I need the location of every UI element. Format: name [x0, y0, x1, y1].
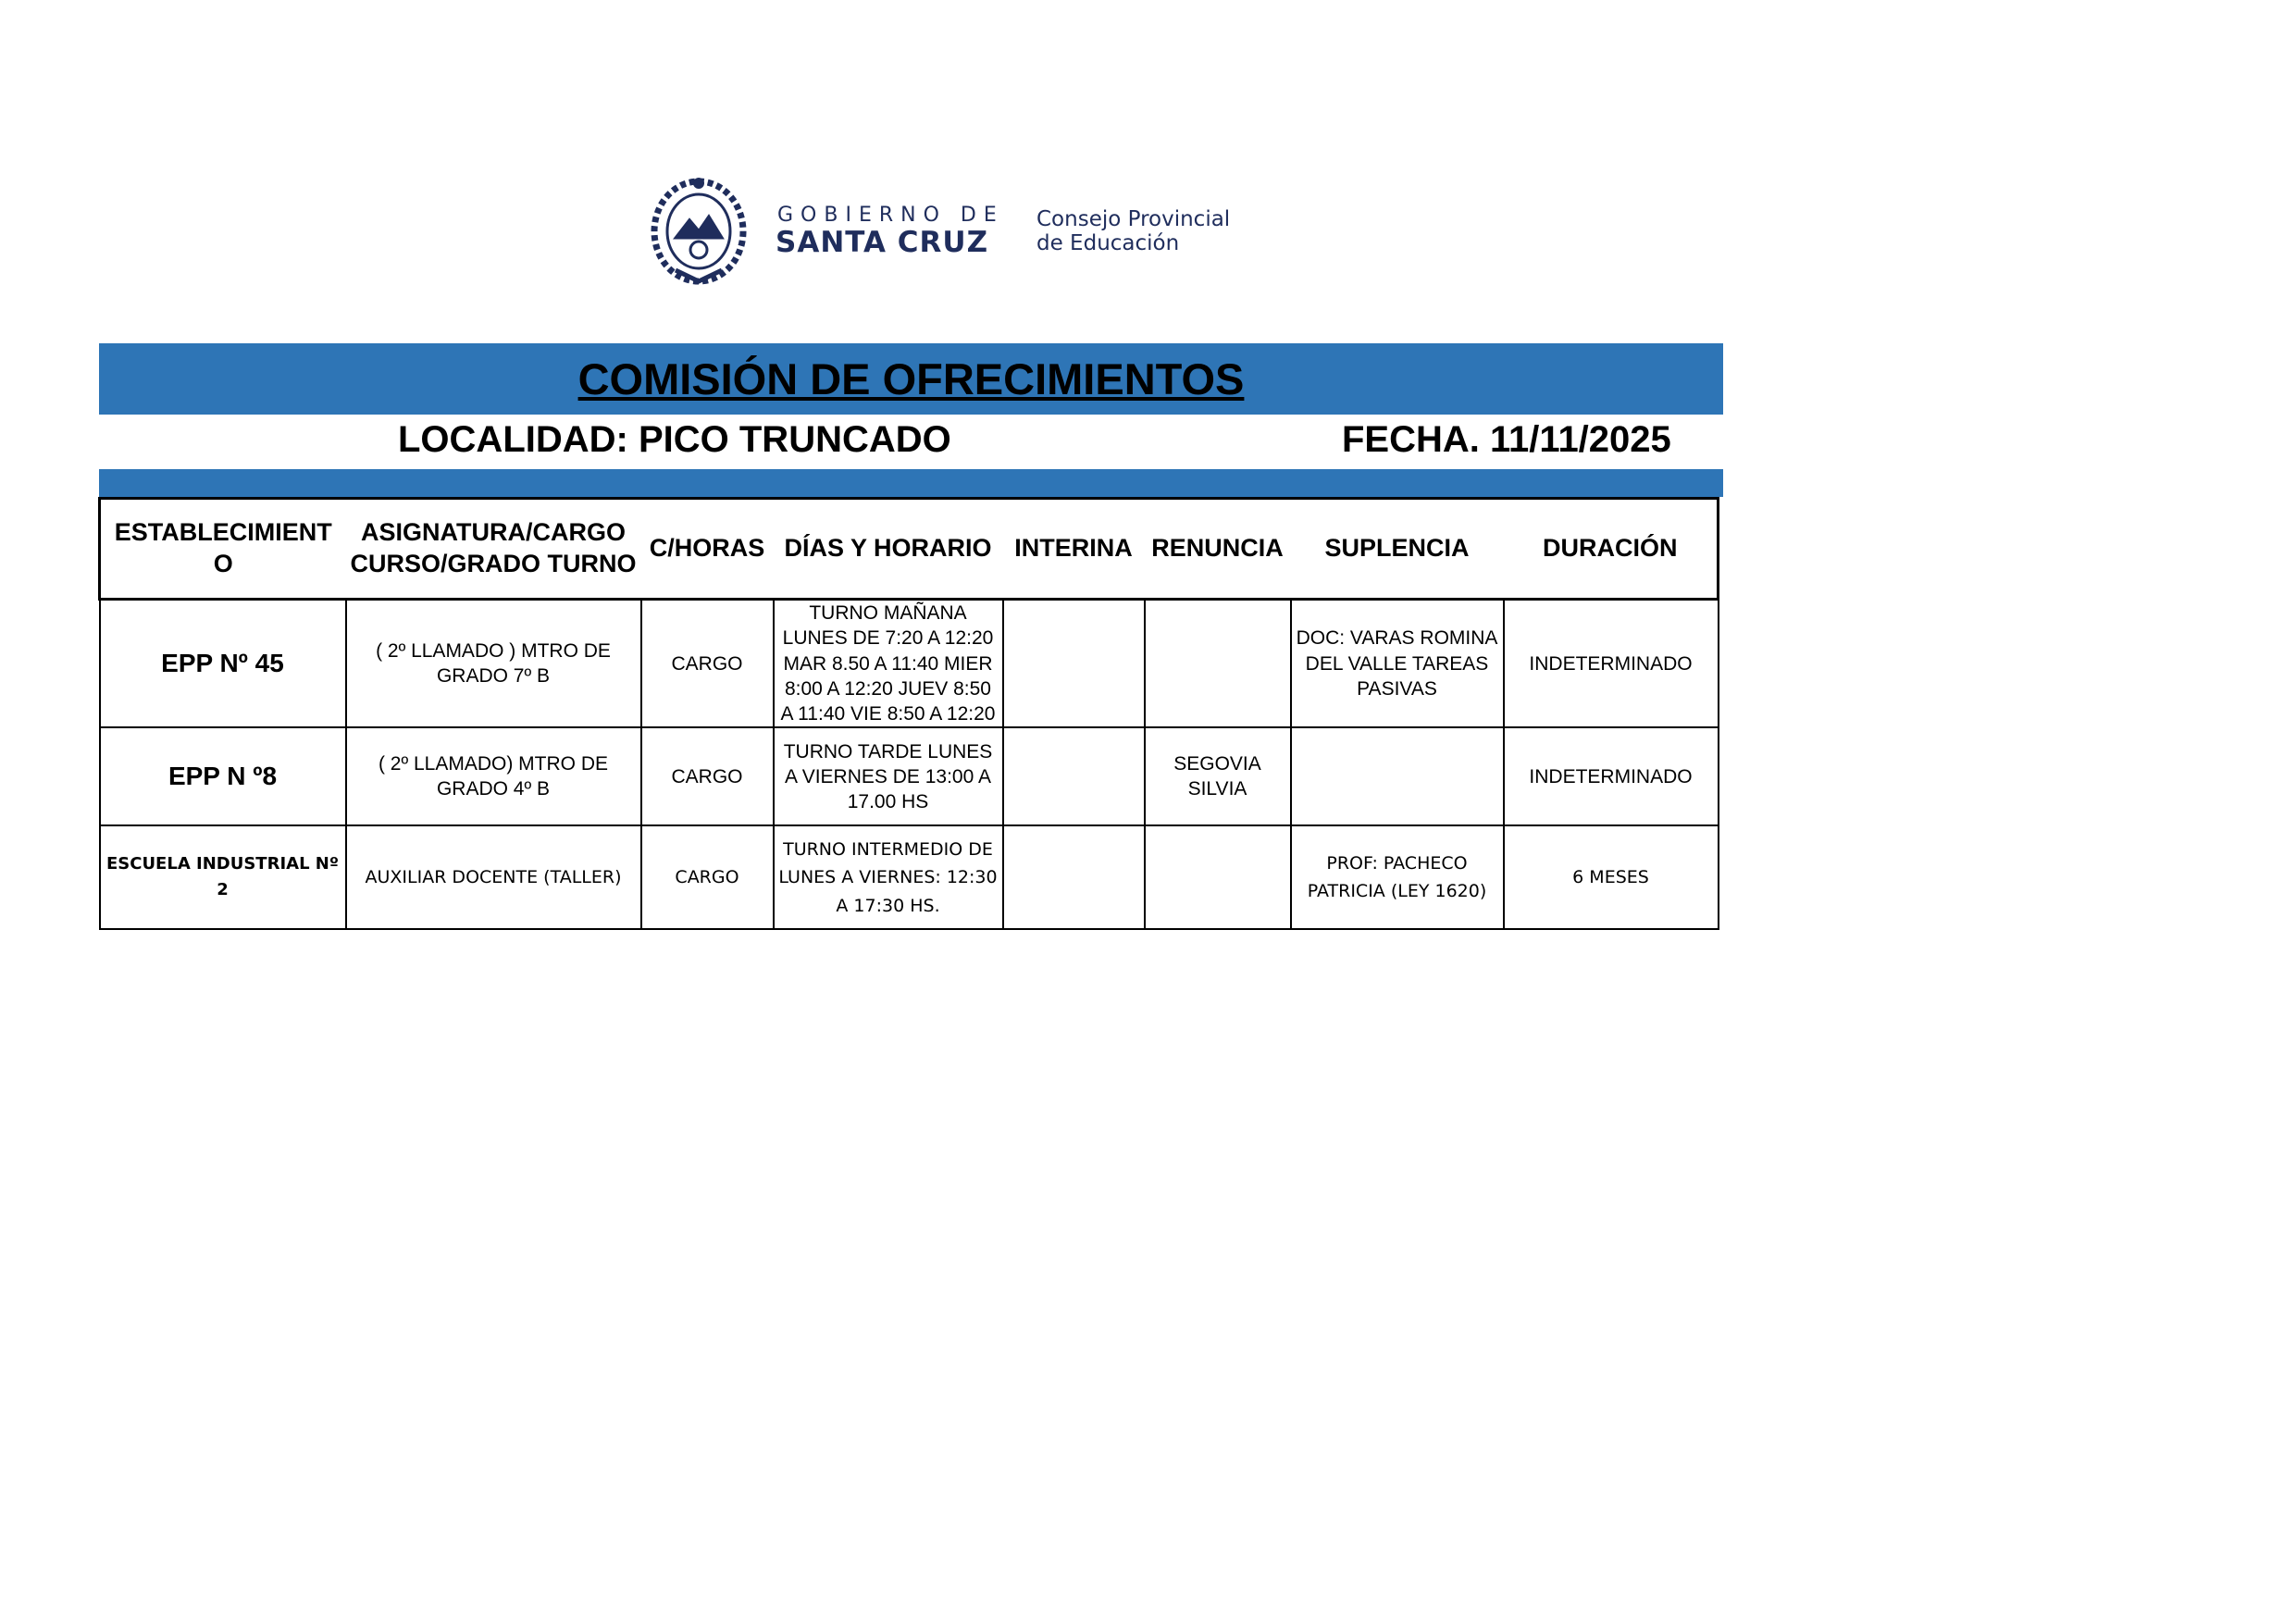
header-divider-strip	[99, 469, 1723, 497]
cell-interina	[1003, 727, 1145, 825]
table-row	[100, 600, 1719, 728]
col-header-renuncia: RENUNCIA	[1145, 499, 1291, 600]
cell-dias-horario: TURNO MAÑANA LUNES DE 7:20 A 12:20 MAR 8.50 A 11:40 MIER 8:00 A 12:20 JUEV 8:50 A 11:40 VIE 8:50 A 12:20	[774, 600, 1003, 728]
cell-dias-horario: TURNO INTERMEDIO DE LUNES A VIERNES: 12:30 A 17:30 HS.	[774, 825, 1003, 929]
cell-suplencia	[1291, 727, 1504, 825]
col-header-duracion: DURACIÓN	[1504, 499, 1719, 600]
province-seal-icon	[648, 174, 750, 289]
cell-interina	[1003, 600, 1145, 728]
col-header-interina: INTERINA	[1003, 499, 1145, 600]
cell-c-horas: CARGO	[641, 825, 774, 929]
government-label: GOBIERNO DE	[777, 204, 1004, 227]
col-header-c-horas: C/HORAS	[641, 499, 774, 600]
cell-establecimiento: EPP N º8	[100, 727, 346, 825]
cell-c-horas: CARGO	[641, 600, 774, 728]
fecha-label: FECHA. 11/11/2025	[1342, 419, 1671, 460]
cell-establecimiento: ESCUELA INDUSTRIAL Nº 2	[100, 825, 346, 929]
cell-dias-horario: TURNO TARDE LUNES A VIERNES DE 13:00 A 17.00 HS	[774, 727, 1003, 825]
col-header-suplencia: SUPLENCIA	[1291, 499, 1504, 600]
council-label-line1: Consejo Provincial	[1036, 207, 1231, 231]
cell-suplencia: PROF: PACHECO PATRICIA (LEY 1620)	[1291, 825, 1504, 929]
cell-renuncia: SEGOVIA SILVIA	[1145, 727, 1291, 825]
table-row	[100, 727, 1719, 825]
council-label-line2: de Educación	[1036, 231, 1180, 255]
cell-establecimiento: EPP Nº 45	[100, 600, 346, 728]
cell-duracion: INDETERMINADO	[1504, 600, 1719, 728]
title-band	[99, 343, 1723, 415]
page-title: COMISIÓN DE OFRECIMIENTOS	[577, 354, 1245, 403]
province-name: SANTA CRUZ	[776, 226, 989, 259]
col-header-asignatura: ASIGNATURA/CARGO CURSO/GRADO TURNO	[346, 499, 641, 600]
cell-c-horas: CARGO	[641, 727, 774, 825]
cell-renuncia	[1145, 825, 1291, 929]
cell-asignatura: ( 2º LLAMADO) MTRO DE GRADO 4º B	[346, 727, 641, 825]
header-logo	[648, 174, 1259, 294]
col-header-dias-horario: DÍAS Y HORARIO	[774, 499, 1003, 600]
cell-duracion: INDETERMINADO	[1504, 727, 1719, 825]
col-header-establecimiento: ESTABLECIMIENT O	[100, 499, 346, 600]
cell-suplencia: DOC: VARAS ROMINA DEL VALLE TAREAS PASIVAS	[1291, 600, 1504, 728]
table-header-row	[100, 499, 1719, 600]
cell-duracion: 6 MESES	[1504, 825, 1719, 929]
offers-table	[98, 497, 1719, 930]
cell-asignatura: AUXILIAR DOCENTE (TALLER)	[346, 825, 641, 929]
localidad-label: LOCALIDAD: PICO TRUNCADO	[398, 419, 951, 460]
cell-asignatura: ( 2º LLAMADO ) MTRO DE GRADO 7º B	[346, 600, 641, 728]
cell-interina	[1003, 825, 1145, 929]
cell-renuncia	[1145, 600, 1291, 728]
table-row	[100, 825, 1719, 929]
